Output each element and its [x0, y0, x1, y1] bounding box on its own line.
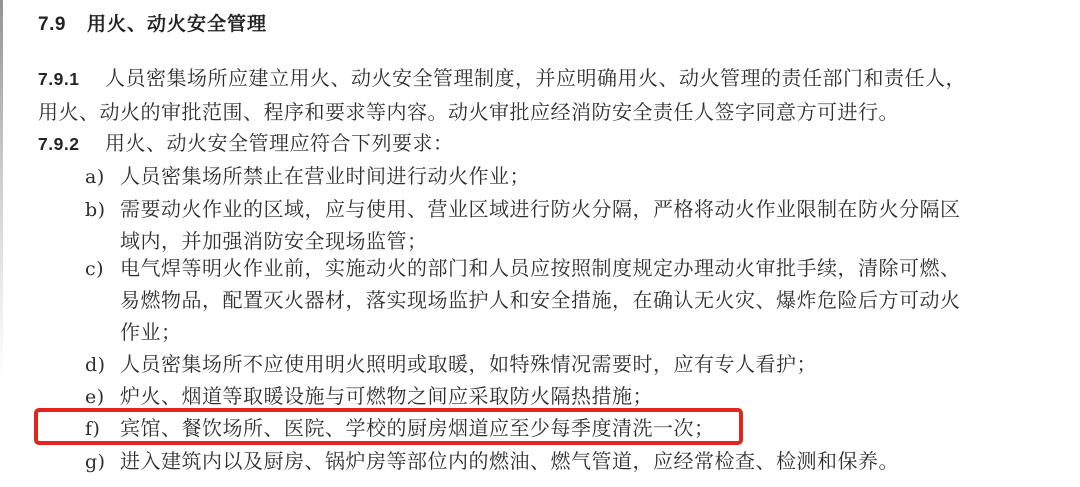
item-c-text1: 电气焊等明火作业前，实施动火的部门和人员应按照制度规定办理动火审批手续，清除可燃、	[120, 256, 961, 280]
list-item-g	[85, 449, 899, 474]
item-c-text2: 易燃物品，配置灭火器材，落实现场监护人和安全措施，在确认无火灾、爆炸危险后方可动火	[120, 288, 961, 312]
section-title: 用火、动火安全管理	[87, 14, 268, 35]
clause-7-9-1-line2	[38, 100, 899, 124]
item-a-text: 人员密集场所禁止在营业时间进行动火作业；	[120, 164, 530, 188]
clause-7-9-2	[38, 131, 454, 156]
item-d-label: d)	[85, 354, 106, 376]
item-a-label: a)	[85, 166, 105, 188]
item-c-label: c)	[85, 258, 105, 280]
clause-7-9-2-number: 7.9.2	[38, 134, 80, 154]
clause-7-9-1-text2: 用火、动火的审批范围、程序和要求等内容。动火审批应经消防安全责任人签字同意方可进行。	[38, 100, 899, 124]
item-g-label: g)	[85, 451, 106, 473]
item-b-text1: 需要动火作业的区域，应与使用、营业区域进行防火分隔，严格将动火作业限制在防火分隔区	[120, 197, 961, 221]
item-e-label: e)	[85, 386, 105, 408]
item-b-label: b)	[85, 199, 106, 221]
list-item-c-line1	[85, 256, 961, 281]
clause-7-9-2-text: 用火、动火安全管理应符合下列要求：	[105, 131, 454, 155]
list-item-f	[85, 416, 715, 441]
section-heading	[38, 13, 267, 37]
list-item-b-line2	[120, 229, 428, 253]
item-f-label: f)	[85, 418, 101, 440]
item-g-text: 进入建筑内以及厨房、锅炉房等部位内的燃油、燃气管道，应经常检查、检测和保养。	[120, 449, 899, 473]
list-item-e	[85, 384, 653, 409]
clause-7-9-1-number: 7.9.1	[38, 69, 80, 89]
list-item-d	[85, 352, 817, 377]
item-c-text3: 作业；	[120, 320, 182, 344]
clause-7-9-1-text1: 人员密集场所应建立用火、动火安全管理制度，并应明确用火、动火管理的责任部门和责任人，	[105, 66, 966, 90]
list-item-a	[85, 164, 530, 189]
item-d-text: 人员密集场所不应使用明火照明或取暖，如特殊情况需要时，应有专人看护；	[120, 352, 817, 376]
clause-7-9-1-line1	[38, 66, 966, 91]
item-e-text: 炉火、烟道等取暖设施与可燃物之间应采取防火隔热措施；	[120, 384, 653, 408]
scan-edge-shadow	[0, 0, 3, 382]
item-f-text: 宾馆、餐饮场所、医院、学校的厨房烟道应至少每季度清洗一次；	[120, 416, 715, 440]
list-item-c-line3	[120, 320, 182, 344]
section-number: 7.9	[38, 14, 66, 35]
list-item-b-line1	[85, 197, 961, 222]
item-b-text2: 域内，并加强消防安全现场监管；	[120, 229, 428, 253]
list-item-c-line2	[120, 288, 961, 312]
